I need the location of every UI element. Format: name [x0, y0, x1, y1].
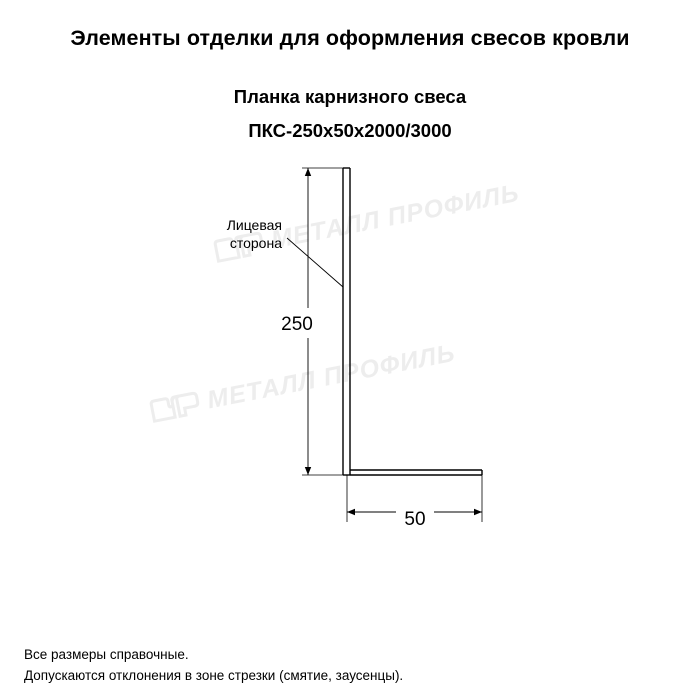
- face-side-label-line1: Лицевая: [226, 217, 282, 233]
- watermark-text: МЕТАЛЛ ПРОФИЛЬ: [268, 178, 522, 255]
- profile-outline: [343, 168, 482, 475]
- dimension-250-label: 250: [281, 314, 313, 335]
- product-name: Планка карнизного свеса: [233, 86, 467, 107]
- product-code: ПКС-250х50х2000/3000: [248, 120, 452, 141]
- footer-note-2: Допускаются отклонения в зоне стрезки (смятие, заусенцы).: [24, 668, 404, 683]
- technical-drawing: [0, 150, 700, 570]
- footer-notes: [24, 644, 403, 686]
- footer-note-1: Все размеры справочные.: [24, 647, 189, 662]
- face-side-leader: [287, 238, 343, 287]
- dimension-extension-lines: [302, 168, 482, 522]
- face-side-label: [227, 217, 283, 251]
- dimension-250: [281, 168, 313, 475]
- page-title: Элементы отделки для оформления свесов кровли: [70, 26, 630, 50]
- face-side-label-line2: сторона: [229, 235, 282, 251]
- dimension-50: [347, 498, 482, 530]
- watermark-text: МЕТАЛЛ ПРОФИЛЬ: [204, 338, 458, 415]
- dimension-50-label: 50: [404, 509, 426, 530]
